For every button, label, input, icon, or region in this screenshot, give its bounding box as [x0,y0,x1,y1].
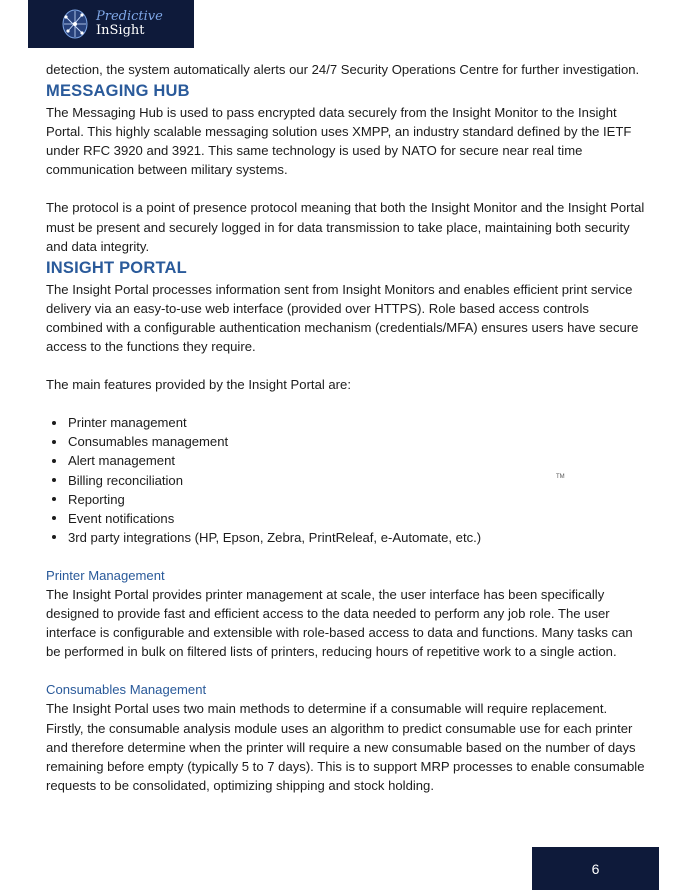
insight-portal-paragraph: The Insight Portal processes information sent from Insight Monitors and enables efficient print service delivery via an easy-to-use web interface (provided over HTTPS). Role based access controls combined with a configurable authentication mechanism (credentials/MFA) ensures users have secure access to the functions they require. [46,281,639,355]
page-number-box [532,847,659,890]
insight-portal-heading: INSIGHT PORTAL [46,258,187,277]
features-list [46,413,646,547]
list-item: 3rd party integrations (HP, Epson, Zebra, PrintReleaf, e-Automate, etc.) [68,528,646,547]
list-item: Event notifications [68,509,646,528]
list-item: Billing reconciliation [68,471,646,490]
paragraph-spacer [46,547,646,566]
consumables-management-heading: Consumables Management [46,682,207,698]
features-intro: The main features provided by the Insight Portal are: [46,377,351,393]
logo-line-predictive: Predictive [96,9,163,24]
list-item: Printer management [68,413,646,432]
paragraph-spacer [46,661,646,680]
list-item: Reporting [68,490,646,509]
messaging-hub-heading: MESSAGING HUB [46,82,190,101]
paragraph-spacer [46,356,646,375]
consumables-management-paragraph: The Insight Portal uses two main methods to determine if a consumable will require replacement. Firstly, the consumable analysis module uses an algorithm to predict consumable use for each printer and therefore determine when the printer will require a new consumable based on the number of days remaining before empty (typically 5 to 7 days). This is to support MRP processes to enable consumable requests to be consolidated, optimizing shipping and stock holding. [46,701,645,793]
document-body [46,60,646,795]
paragraph-spacer [46,394,646,413]
company-logo [28,0,194,48]
printer-management-heading: Printer Management [46,567,165,583]
messaging-hub-paragraph-1: The Messaging Hub is used to pass encrypted data securely from the Insight Monitor to the Insight Portal. This highly scalable messaging solution uses XMPP, an industry standard defined by the IETF under RFC 3920 and 3921. This same technology is used by NATO for secure near real time communication between military systems. [46,105,632,178]
logo-line-insight: InSight [96,23,145,38]
page-number: 6 [591,860,600,877]
logo-wordmark [96,10,163,38]
messaging-hub-paragraph-2: The protocol is a point of presence protocol meaning that both the Insight Monitor and the Insight Portal must be present and securely logged in for data transmission to take place, maintaining both security and data integrity. [46,200,645,254]
list-item: Alert management [68,451,646,470]
intro-continuation-paragraph: detection, the system automatically alerts our 24/7 Security Operations Centre for further investigation. [46,62,640,77]
trademark-mark: TM [556,474,565,480]
brain-network-icon [60,7,90,41]
list-item: Consumables management [68,432,646,451]
printer-management-paragraph: The Insight Portal provides printer management at scale, the user interface has been specifically designed to provide fast and efficient access to the data needed to perform any job role. The user interface is configurable and extensible with role-based access to data and functions. Many tasks can be performed in bulk on filtered lists of printers, reducing hours of repetitive work to a single action. [46,586,633,660]
paragraph-spacer [46,179,646,198]
